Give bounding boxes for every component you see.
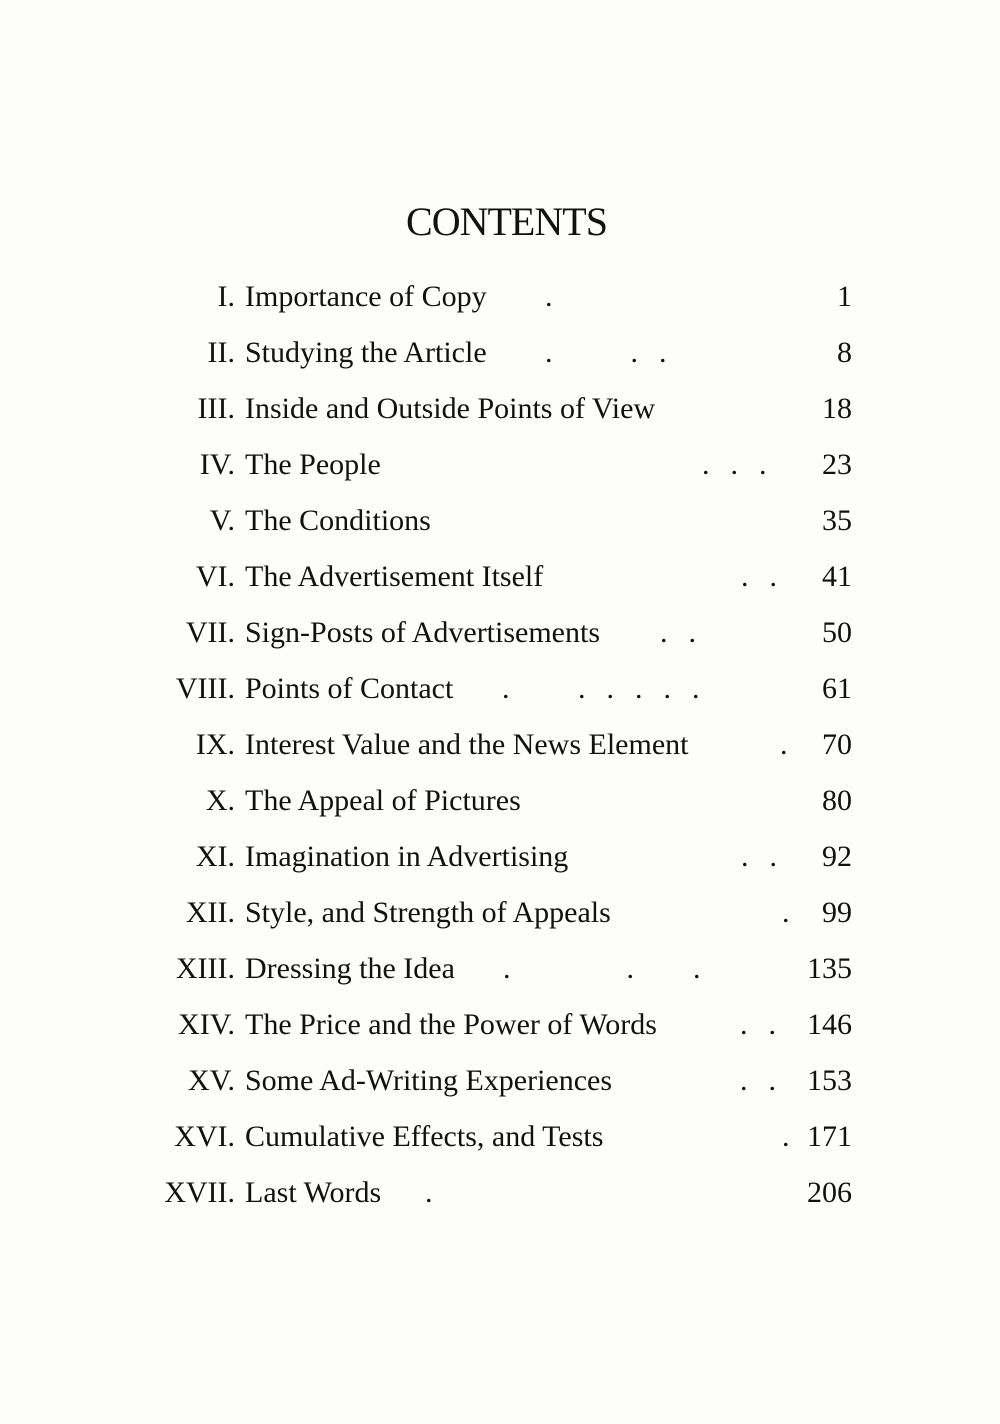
page-number: 146 (807, 1008, 852, 1041)
page-number: 70 (822, 728, 852, 761)
page-number: 61 (822, 672, 852, 705)
chapter-numeral: IX. (195, 728, 235, 761)
page-number: 206 (807, 1176, 852, 1209)
page-number: 1 (837, 280, 852, 313)
chapter-numeral: XVI. (174, 1120, 235, 1153)
page-number: 50 (822, 616, 852, 649)
page-number: 80 (822, 784, 852, 817)
chapter-numeral: VIII. (175, 672, 235, 705)
chapter-numeral: II. (207, 336, 235, 369)
toc-entry (0, 835, 1000, 879)
toc-entry (0, 275, 1000, 319)
page-number: 171 (807, 1120, 852, 1153)
chapter-title: The Advertisement Itself (245, 560, 544, 593)
dot-leader: . . . (702, 448, 769, 481)
toc-entry (0, 443, 1000, 487)
toc-entry (0, 331, 1000, 375)
chapter-title: The Conditions (245, 504, 431, 537)
page-number: 18 (822, 392, 852, 425)
chapter-numeral: XVII. (164, 1176, 235, 1209)
page-number: 23 (822, 448, 852, 481)
chapter-title: Some Ad-Writing Experiences (245, 1064, 613, 1097)
chapter-title: Points of Contact (245, 672, 454, 705)
toc-entry (0, 499, 1000, 543)
dot-leader: . . (741, 840, 779, 873)
toc-entry (0, 1115, 1000, 1159)
chapter-numeral: X. (205, 784, 235, 817)
chapter-numeral: V. (209, 504, 235, 537)
toc-entry (0, 555, 1000, 599)
page-number: 35 (822, 504, 852, 537)
toc-entry (0, 1171, 1000, 1215)
chapter-title: The Price and the Power of Words (245, 1008, 657, 1041)
chapter-title: Cumulative Effects, and Tests (245, 1120, 604, 1153)
chapter-title: Imagination in Advertising (245, 840, 569, 873)
dot-leader: . . . (545, 336, 669, 369)
chapter-numeral: XV. (188, 1064, 235, 1097)
toc-entry (0, 1003, 1000, 1047)
dot-leader: . . (741, 560, 779, 593)
toc-entry (0, 611, 1000, 655)
chapter-numeral: I. (217, 280, 235, 313)
dot-leader: . (780, 728, 790, 761)
chapter-title: Importance of Copy (245, 280, 487, 313)
chapter-title: Inside and Outside Points of View (245, 392, 656, 425)
toc-entry (0, 1059, 1000, 1103)
page-number: 41 (822, 560, 852, 593)
page-number: 99 (822, 896, 852, 929)
chapter-title: Interest Value and the News Element (245, 728, 689, 761)
chapter-title: Last Words (245, 1176, 382, 1209)
toc-entry (0, 779, 1000, 823)
chapter-numeral: III. (197, 392, 235, 425)
chapter-numeral: XII. (185, 896, 235, 929)
contents-heading: CONTENTS (406, 199, 607, 244)
dot-leader: . (782, 896, 792, 929)
toc-entry (0, 387, 1000, 431)
page-number: 92 (822, 840, 852, 873)
chapter-title: Studying the Article (245, 336, 487, 369)
chapter-numeral: XI. (195, 840, 235, 873)
page-number: 8 (837, 336, 852, 369)
dot-leader: . . (660, 616, 698, 649)
chapter-title: Sign-Posts of Advertisements (245, 616, 601, 649)
chapter-title: Style, and Strength of Appeals (245, 896, 611, 929)
toc-entry (0, 723, 1000, 767)
page-number: 153 (807, 1064, 852, 1097)
chapter-title: The Appeal of Pictures (245, 784, 521, 817)
dot-leader: . . . . . . (502, 672, 702, 705)
page-number: 135 (807, 952, 852, 985)
dot-leader: . (425, 1176, 435, 1209)
dot-leader: . . (740, 1008, 778, 1041)
chapter-numeral: XIII. (175, 952, 235, 985)
chapter-numeral: XIV. (178, 1008, 235, 1041)
dot-leader: . (782, 1120, 792, 1153)
toc-entry (0, 947, 1000, 991)
toc-entry (0, 891, 1000, 935)
dot-leader: . (545, 280, 555, 313)
chapter-numeral: VII. (185, 616, 235, 649)
chapter-numeral: IV. (199, 448, 235, 481)
toc-entry (0, 667, 1000, 711)
dot-leader: . . . (503, 952, 703, 985)
chapter-title: Dressing the Idea (245, 952, 455, 985)
chapter-numeral: VI. (195, 560, 235, 593)
dot-leader: . . (740, 1064, 778, 1097)
chapter-title: The People (245, 448, 381, 481)
